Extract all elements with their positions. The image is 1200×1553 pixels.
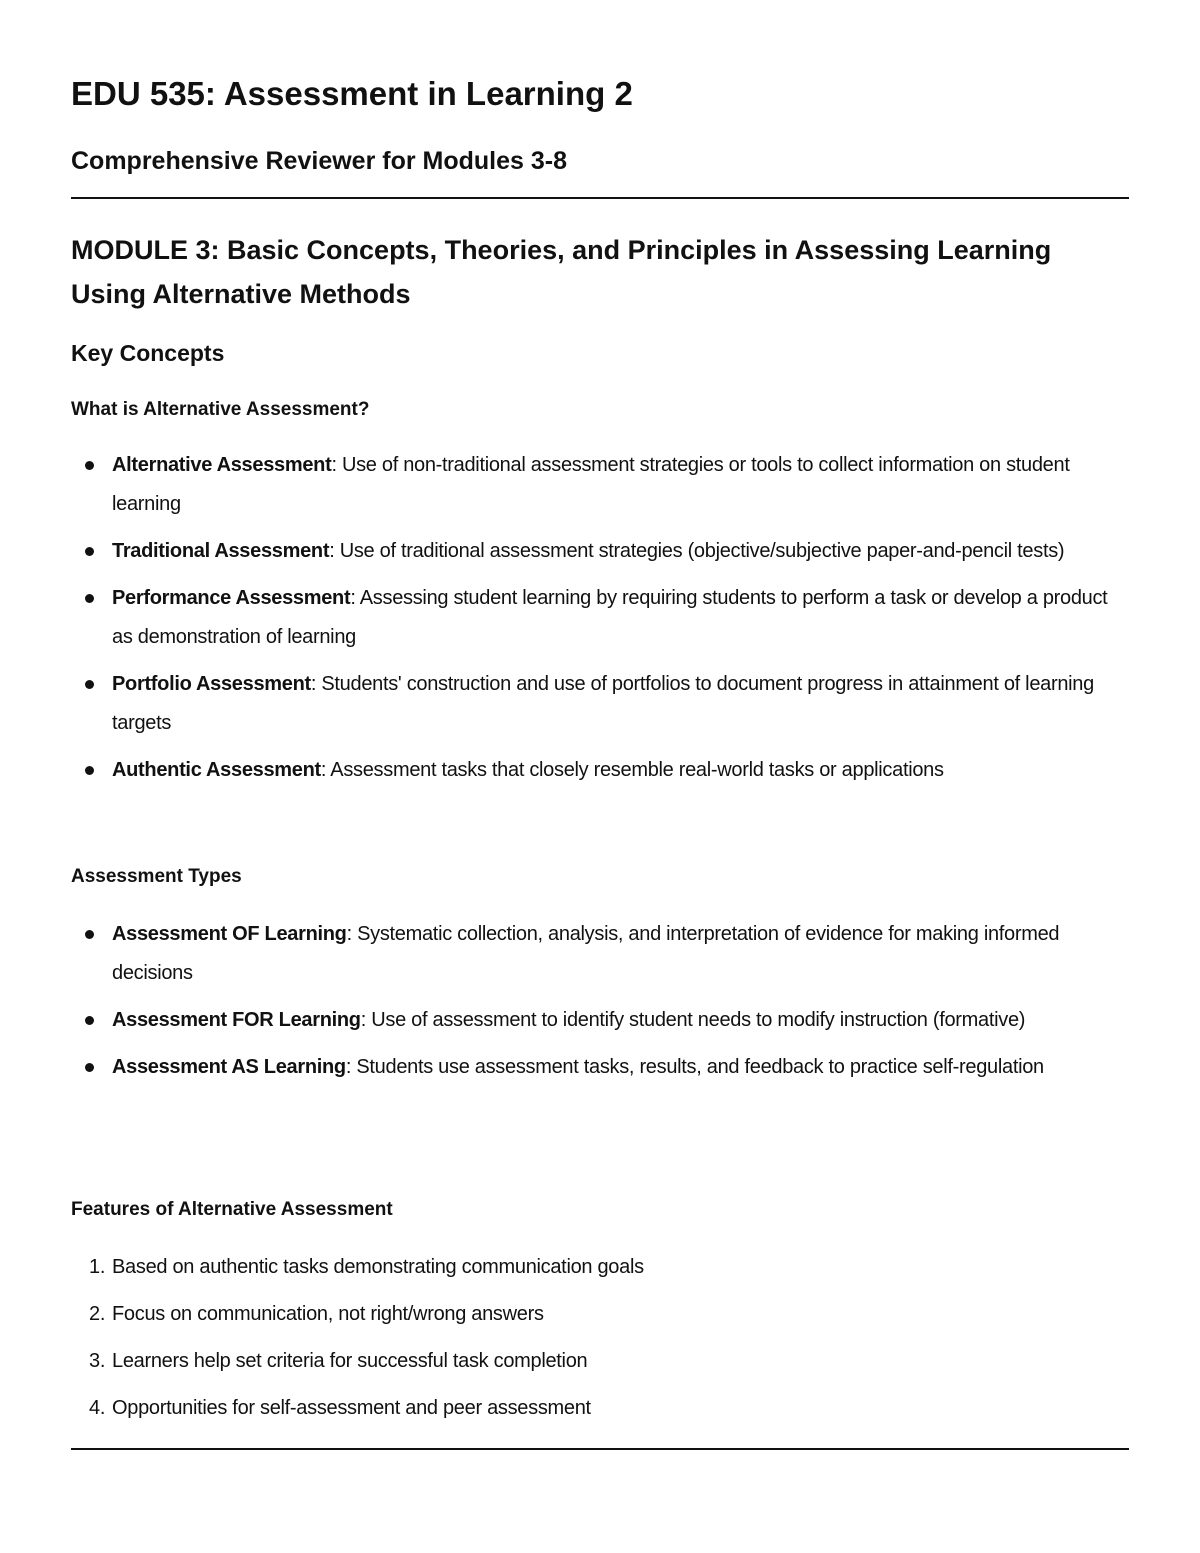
bullet-icon	[85, 1063, 94, 1072]
features-list	[71, 1250, 1129, 1438]
term: Assessment FOR Learning	[112, 1009, 361, 1031]
list-item	[71, 751, 1129, 790]
definition-text: Use of non-traditional assessment strategies or tools to collect information on student learning	[112, 454, 1070, 515]
term: Assessment OF Learning	[112, 923, 347, 945]
list-item	[71, 1250, 1129, 1284]
list-item	[71, 1001, 1129, 1040]
bullet-icon	[85, 766, 94, 775]
list-item	[71, 1048, 1129, 1087]
assessment-types-heading: Assessment Types	[71, 866, 242, 887]
separator: :	[345, 1056, 357, 1078]
item-number: 4.	[89, 1397, 106, 1419]
separator: :	[310, 673, 322, 695]
bullet-icon	[85, 461, 94, 470]
definition-text: Assessment tasks that closely resemble real-world tasks or applications	[330, 759, 944, 781]
item-number: 1.	[89, 1256, 106, 1278]
term: Portfolio Assessment	[112, 673, 311, 695]
document-subtitle: Comprehensive Reviewer for Modules 3-8	[71, 147, 567, 175]
definition-text: Use of traditional assessment strategies (objective/subjective paper-and-pencil tests)	[339, 540, 1065, 562]
what-is-heading: What is Alternative Assessment?	[71, 399, 370, 420]
definition-text: Assessing student learning by requiring students to perform a task or develop a product as demonstration of learning	[112, 587, 1108, 648]
separator: :	[320, 759, 331, 781]
horizontal-rule	[71, 1448, 1129, 1450]
separator: :	[350, 587, 360, 609]
term: Performance Assessment	[112, 587, 351, 609]
separator: :	[331, 454, 342, 476]
item-number: 3.	[89, 1350, 106, 1372]
definition-text: Use of assessment to identify student needs to modify instruction (formative)	[371, 1009, 1026, 1031]
definition-text: Students use assessment tasks, results, and feedback to practice self-regulation	[356, 1056, 1044, 1078]
feature-text: Based on authentic tasks demonstrating communication goals	[112, 1256, 644, 1278]
item-number: 2.	[89, 1303, 106, 1325]
definition-text: Systematic collection, analysis, and interpretation of evidence for making informed decisions	[112, 923, 1060, 984]
separator: :	[346, 923, 358, 945]
term: Authentic Assessment	[112, 759, 321, 781]
list-item	[71, 446, 1129, 524]
list-item	[71, 532, 1129, 571]
term: Assessment AS Learning	[112, 1056, 346, 1078]
term: Alternative Assessment	[112, 454, 332, 476]
assessment-types-list	[71, 915, 1129, 1095]
term: Traditional Assessment	[112, 540, 330, 562]
bullet-icon	[85, 594, 94, 603]
feature-text: Opportunities for self-assessment and peer assessment	[112, 1397, 591, 1419]
module-title: MODULE 3: Basic Concepts, Theories, and Principles in Assessing Learning Using Alternative Methods	[71, 235, 1052, 309]
key-concepts-heading: Key Concepts	[71, 340, 225, 366]
bullet-icon	[85, 547, 94, 556]
horizontal-rule	[71, 197, 1129, 199]
definition-text: Students' construction and use of portfolios to document progress in attainment of learning targets	[112, 673, 1094, 734]
list-item	[71, 1344, 1129, 1378]
separator: :	[360, 1009, 372, 1031]
bullet-icon	[85, 680, 94, 689]
document-title: EDU 535: Assessment in Learning 2	[71, 75, 633, 112]
bullet-icon	[85, 1016, 94, 1025]
list-item	[71, 1297, 1129, 1331]
features-heading: Features of Alternative Assessment	[71, 1199, 393, 1220]
feature-text: Focus on communication, not right/wrong answers	[112, 1303, 544, 1325]
bullet-icon	[85, 930, 94, 939]
separator: :	[329, 540, 340, 562]
list-item	[71, 665, 1129, 743]
list-item	[71, 1391, 1129, 1425]
list-item	[71, 915, 1129, 993]
list-item	[71, 579, 1129, 657]
feature-text: Learners help set criteria for successful task completion	[112, 1350, 588, 1372]
definitions-list	[71, 446, 1129, 798]
